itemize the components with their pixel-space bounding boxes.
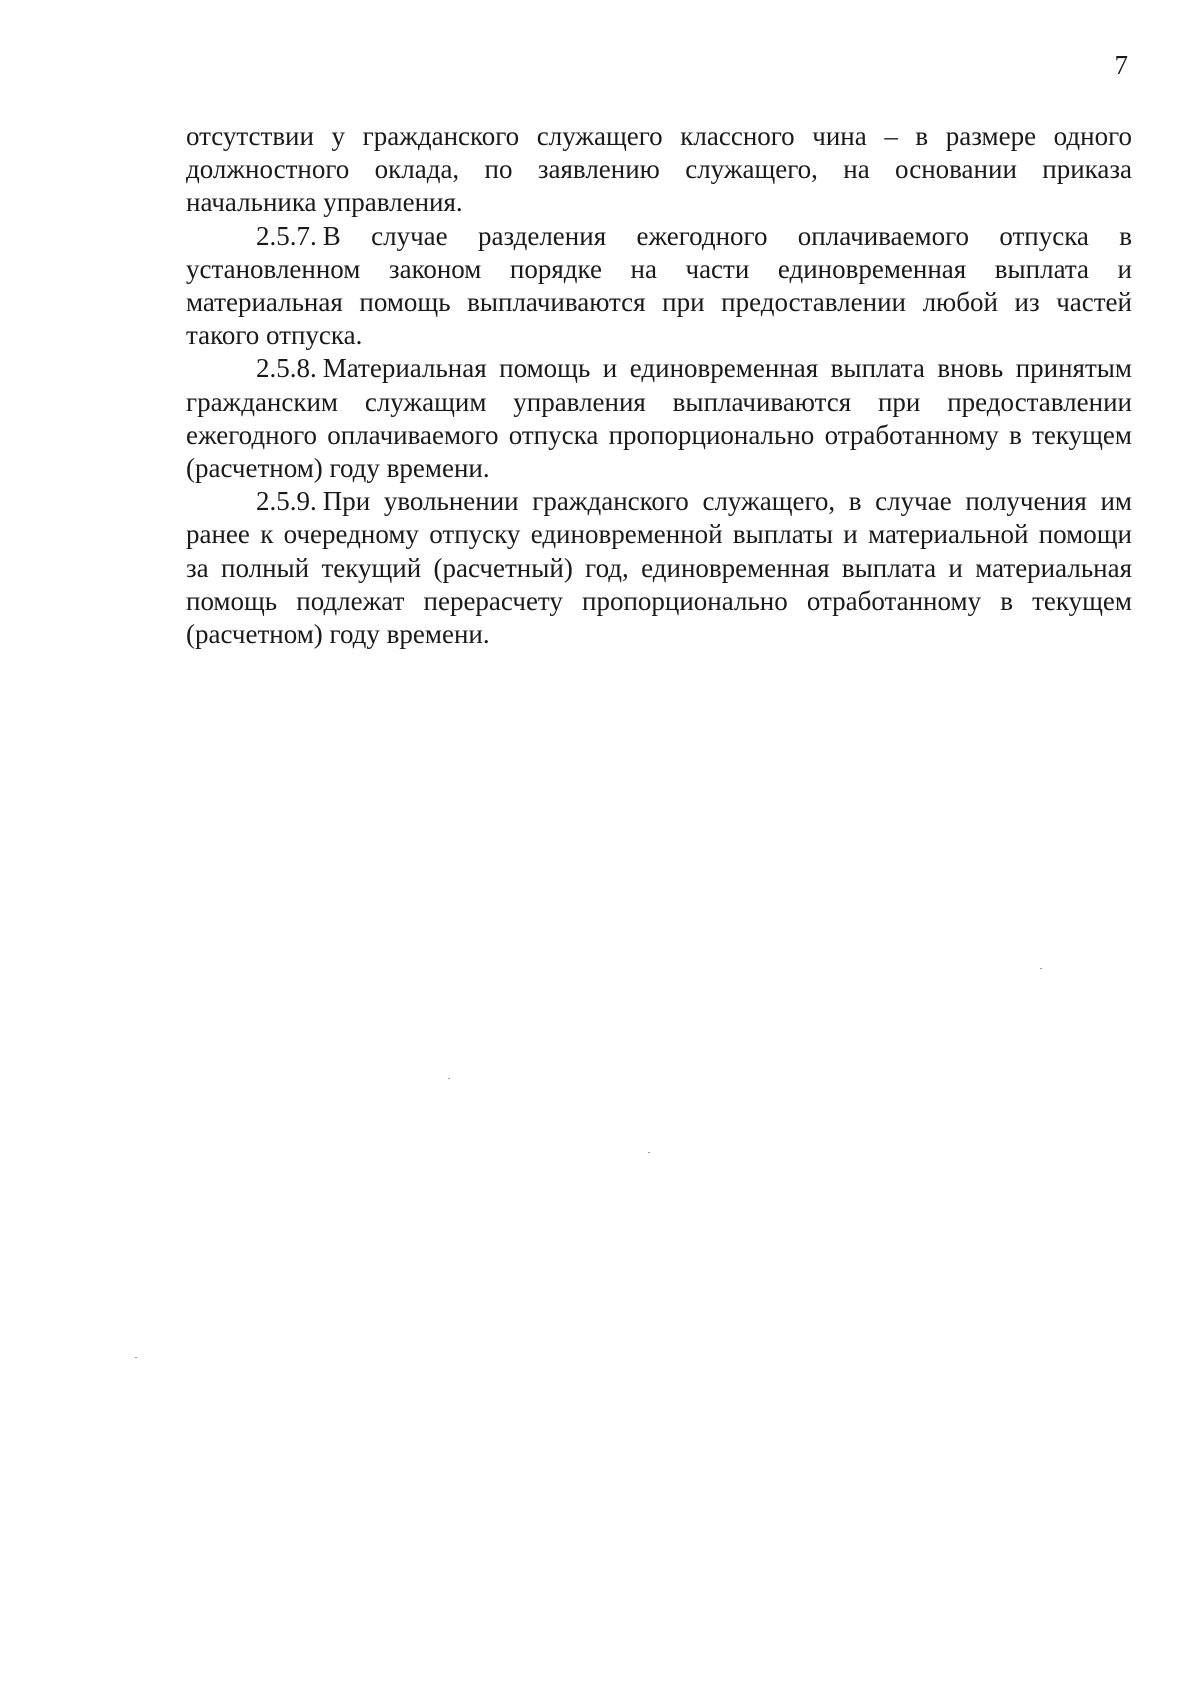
scan-speck (648, 1152, 650, 1153)
paragraph-number: 2.5.8. (256, 353, 317, 384)
paragraph-text: Материальная помощь и единовременная выплата вновь принятым гражданским служащим управления выплачиваются при предоставлении ежегодного оплачиваемого отпуска пропорционально отработанному в текущем (расчетном) году времени. (186, 353, 1132, 484)
page-number: 7 (1114, 50, 1128, 80)
paragraph-2-5-8 (186, 352, 1132, 485)
paragraph-number: 2.5.7. (256, 220, 317, 251)
document-body (186, 120, 1132, 651)
paragraph-text: В случае разделения ежегодного оплачиваемого отпуска в установленном законом порядке на части единовременная выплата и материальная помощь выплачиваются при предоставлении любой из частей такого отпуска. (186, 220, 1132, 351)
paragraph-text: отсутствии у гражданского служащего классного чина – в размере одного должностного оклада, по заявлению служащего, на основании приказа начальника управления. (186, 121, 1132, 218)
paragraph-2-5-7 (186, 220, 1132, 353)
scan-speck (448, 1078, 450, 1079)
scan-speck (1040, 968, 1042, 969)
scan-speck (135, 1357, 137, 1358)
paragraph-continuation (186, 120, 1132, 220)
paragraph-2-5-9 (186, 485, 1132, 651)
paragraph-number: 2.5.9. (256, 486, 317, 517)
paragraph-text: При увольнении гражданского служащего, в случае получения им ранее к очередному отпуску единовременной выплаты и материальной помощи за полный текущий (расчетный) год, единовременная выплата и материальная помощь подлежат перерасчету пропорционально отработанному в текущем (расчетном) году времени. (186, 486, 1132, 650)
